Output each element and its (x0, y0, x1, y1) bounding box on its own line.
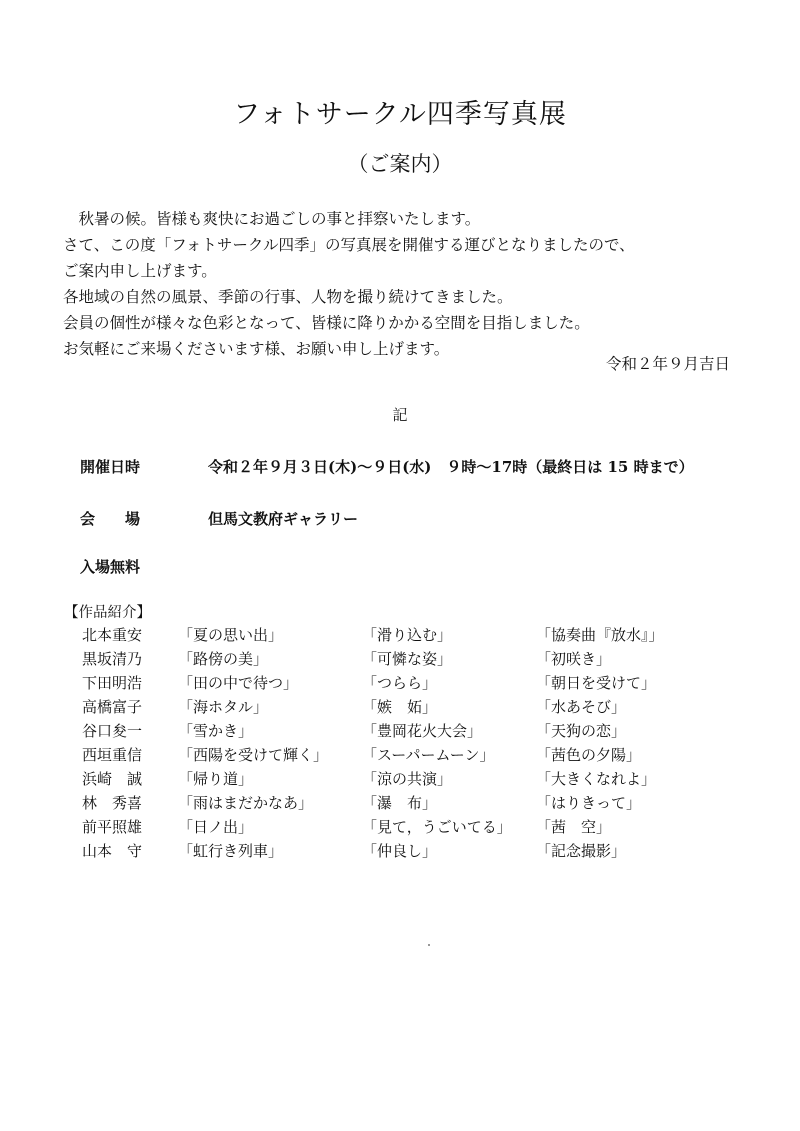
work-title: 「天狗の恋」 (536, 722, 627, 740)
artist-name: 黒坂清乃 (82, 650, 143, 668)
work-title: 「嫉 妬」 (362, 698, 438, 716)
work-title: 「海ホタル」 (178, 698, 269, 716)
admission-label: 入場無料 (80, 558, 141, 576)
work-title: 「朝日を受けて」 (536, 674, 657, 692)
work-title: 「見て，うごいてる」 (362, 818, 512, 836)
intro-paragraph (63, 206, 743, 362)
work-title: 「田の中で待つ」 (178, 674, 299, 692)
datetime-label: 開催日時 (80, 458, 141, 476)
datetime-value: 令和２年９月３日(木)～９日(水) ９時～17時（最終日は 15 時まで） (208, 458, 694, 476)
list-item (0, 743, 800, 767)
work-title: 「日ノ出」 (178, 818, 254, 836)
work-title: 「茜 空」 (536, 818, 612, 836)
list-item (0, 815, 800, 839)
work-title: 「西陽を受けて輝く」 (178, 746, 329, 764)
artist-name: 西垣重信 (82, 746, 143, 764)
work-title: 「協奏曲『放水』」 (536, 626, 664, 644)
venue-label: 会 場 (80, 510, 141, 528)
intro-line: 会員の個性が様々な色彩となって、皆様に降りかかる空間を目指しました。 (63, 314, 590, 332)
intro-line: さて、この度「フォトサークル四季」の写真展を開催する運びとなりましたので、 (63, 236, 635, 254)
works-header: 【作品紹介】 (64, 605, 151, 621)
work-title: 「初咲き」 (536, 650, 612, 668)
list-item (0, 791, 800, 815)
work-title: 「瀑 布」 (362, 794, 438, 812)
work-title: 「可憐な姿」 (362, 650, 453, 668)
work-title: 「つらら」 (362, 674, 438, 692)
list-item (0, 719, 800, 743)
work-title: 「滑り込む」 (362, 626, 453, 644)
intro-line: 各地域の自然の風景、季節の行事、人物を撮り続けてきました。 (63, 288, 513, 306)
work-title: 「水あそび」 (536, 698, 627, 716)
list-item (0, 647, 800, 671)
works-list (0, 623, 800, 863)
work-title: 「記念撮影」 (536, 842, 627, 860)
issue-date: 令和２年９月吉日 (605, 355, 730, 373)
work-title: 「雪かき」 (178, 722, 254, 740)
work-title: 「路傍の美」 (178, 650, 269, 668)
work-title: 「仲良し」 (362, 842, 438, 860)
intro-line: お気軽にご来場くださいます様、お願い申し上げます。 (63, 340, 450, 358)
work-title: 「茜色の夕陽」 (536, 746, 642, 764)
venue-value: 但馬文教府ギャラリー (208, 510, 359, 528)
list-item (0, 671, 800, 695)
intro-line: 秋暑の候。皆様も爽快にお過ごしの事と拝察いたします。 (63, 210, 481, 228)
document-subtitle: （ご案内） (347, 152, 453, 176)
document-title: フォトサークル四季写真展 (233, 99, 567, 130)
list-item (0, 695, 800, 719)
ki-heading: 記 (392, 406, 408, 424)
work-title: 「雨はまだかなあ」 (178, 794, 314, 812)
work-title: 「夏の思い出」 (178, 626, 284, 644)
work-title: 「帰り道」 (178, 770, 254, 788)
artist-name: 前平照雄 (82, 818, 143, 836)
work-title: 「スーパームーン」 (362, 746, 495, 764)
artist-name: 下田明浩 (82, 674, 143, 692)
intro-line: ご案内申し上げます。 (63, 262, 217, 280)
artist-name: 林 秀喜 (82, 794, 143, 812)
work-title: 「豊岡花火大会」 (362, 722, 483, 740)
artist-name: 谷口夋一 (82, 722, 143, 740)
work-title: 「はりきって」 (536, 794, 642, 812)
work-title: 「大きくなれよ」 (536, 770, 657, 788)
artist-name: 山本 守 (82, 842, 143, 860)
artist-name: 北本重安 (82, 626, 143, 644)
artist-name: 浜崎 誠 (82, 770, 143, 788)
work-title: 「虹行き列車」 (178, 842, 284, 860)
artist-name: 高橋富子 (82, 698, 143, 716)
work-title: 「涼の共演」 (362, 770, 453, 788)
scan-speck (428, 944, 430, 946)
list-item (0, 623, 800, 647)
list-item (0, 767, 800, 791)
list-item (0, 839, 800, 863)
